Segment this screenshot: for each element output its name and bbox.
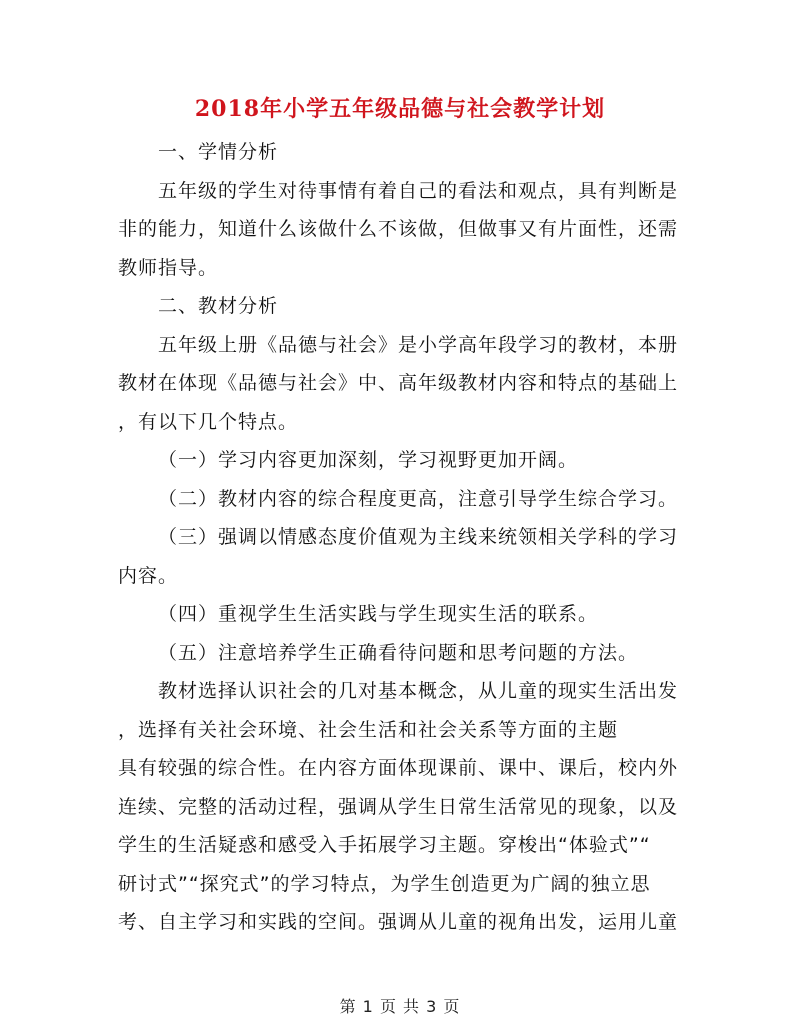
paragraph-line: 具有较强的综合性。在内容方面体现课前、课中、课后，校内外	[118, 757, 679, 779]
paragraph-line: 非的能力，知道什么该做什么不该做，但做事又有片面性，还需	[118, 218, 679, 240]
list-item: （四）重视学生生活实践与学生现实生活的联系。	[158, 603, 599, 625]
paragraph-line: 教师指导。	[118, 256, 219, 279]
page-footer: 第 1 页 共 3 页	[339, 997, 461, 1016]
list-item: （三）强调以情感态度价值观为主线来统领相关学科的学习	[158, 526, 679, 548]
paragraph-line: ，有以下几个特点。	[118, 410, 299, 433]
paragraph-line: 考、自主学习和实践的空间。强调从儿童的视角出发，运用儿童	[118, 911, 679, 933]
paragraph-line: 教材选择认识社会的几对基本概念，从儿童的现实生活出发	[158, 680, 679, 702]
list-item: （一）学习内容更加深刻，学习视野更加开阔。	[158, 449, 579, 471]
list-item: （五）注意培养学生正确看待问题和思考问题的方法。	[158, 641, 639, 664]
paragraph-line: 五年级的学生对待事情有着自己的看法和观点，具有判断是	[158, 179, 679, 202]
paragraph-line: 教材在体现《品德与社会》中、高年级教材内容和特点的基础上	[118, 372, 679, 394]
paragraph-line: 五年级上册《品德与社会》是小学高年段学习的教材，本册	[158, 333, 679, 356]
page-title: 2018年小学五年级品德与社会教学计划	[194, 96, 606, 122]
paragraph-line: 学生的生活疑惑和感受入手拓展学习主题。穿梭出“体验式”“	[118, 834, 651, 856]
paragraph-line: 研讨式”“探究式”的学习特点，为学生创造更为广阔的独立思	[118, 872, 651, 895]
document-body	[118, 133, 678, 942]
section-heading: 一、学情分析	[158, 141, 279, 163]
list-item: （二）教材内容的综合程度更高，注意引导学生综合学习。	[158, 487, 679, 510]
list-item-continuation: 内容。	[118, 564, 179, 587]
section-heading: 二、教材分析	[158, 295, 279, 317]
paragraph-line: 连续、完整的活动过程，强调从学生日常生活常见的现象，以及	[118, 795, 679, 818]
paragraph-line: ，选择有关社会环境、社会生活和社会关系等方面的主题	[118, 718, 619, 741]
